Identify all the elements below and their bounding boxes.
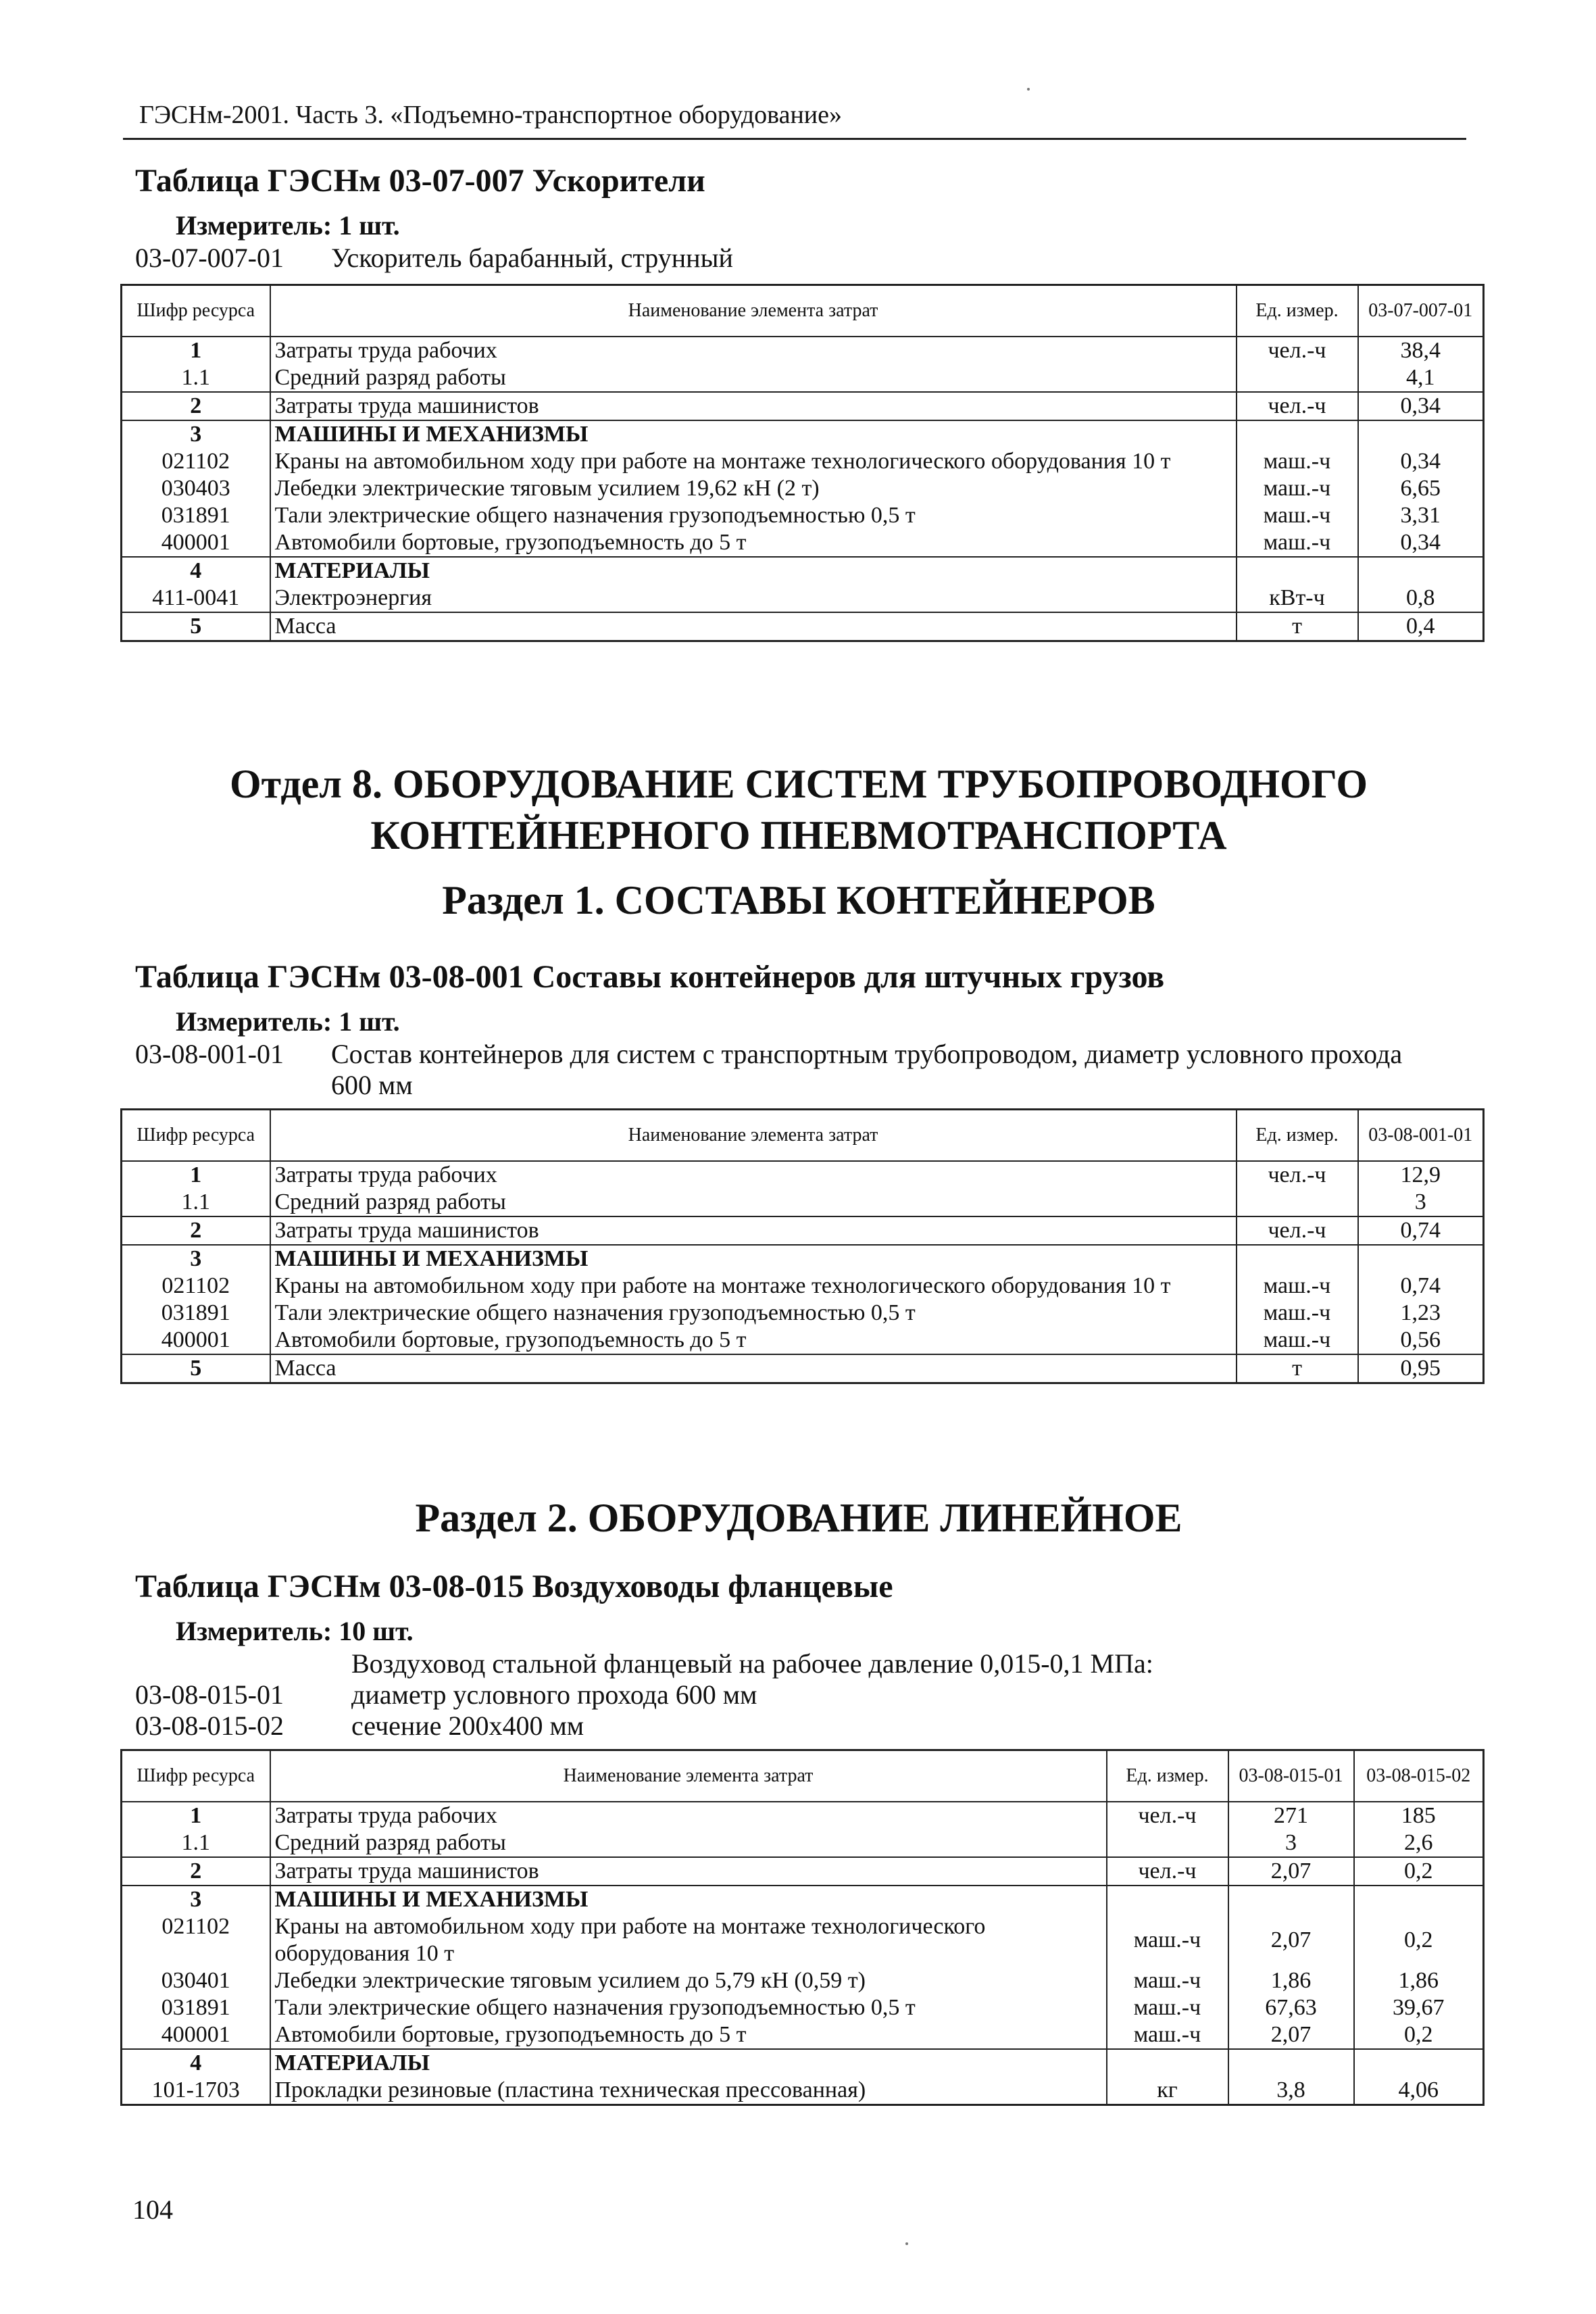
table-cell: МАТЕРИАЛЫ	[270, 557, 1237, 585]
norm-description: диаметр условного прохода 600 мм	[351, 1679, 757, 1710]
table-cell: 2	[122, 1857, 270, 1886]
meter-label: Измеритель: 1 шт.	[176, 1006, 400, 1037]
table-cell: 2,6	[1354, 1829, 1484, 1857]
table-cell: маш.-ч	[1237, 1300, 1358, 1327]
table-cell: 67,63	[1228, 1994, 1354, 2021]
table-cell: 38,4	[1358, 337, 1484, 364]
table-cell: 411-0041	[122, 585, 270, 612]
col-header-name: Наименование элемента затрат	[270, 1750, 1107, 1802]
scan-speck	[1027, 88, 1030, 91]
table-cell: МАТЕРИАЛЫ	[270, 2049, 1107, 2077]
table-cell: 101-1703	[122, 2077, 270, 2105]
table-cell: 2,07	[1228, 1913, 1354, 1967]
table-row	[122, 1216, 1484, 1245]
table-cell: 021102	[122, 448, 270, 475]
table-cell: 1	[122, 337, 270, 364]
table-row	[122, 557, 1484, 585]
table-cell: Тали электрические общего назначения грузоподъемностью 0,5 т	[270, 1994, 1107, 2021]
table-cell: 12,9	[1358, 1161, 1484, 1189]
table-cell: 6,65	[1358, 475, 1484, 502]
table-cell: т	[1237, 1354, 1358, 1383]
norm-description: сечение 200х400 мм	[351, 1710, 584, 1741]
norm-table	[120, 284, 1485, 642]
table-cell: 1	[122, 1802, 270, 1829]
table-cell: маш.-ч	[1237, 1327, 1358, 1354]
norm-description-cont: 600 мм	[331, 1070, 413, 1100]
table-cell: 2,07	[1228, 2021, 1354, 2049]
table-row	[122, 529, 1484, 557]
table-row	[122, 1967, 1484, 1994]
table-cell: 0,2	[1354, 2021, 1484, 2049]
table-cell: чел.-ч	[1107, 1802, 1228, 1829]
table-cell: 0,2	[1354, 1857, 1484, 1886]
table-title: Таблица ГЭСНм 03-08-001 Составы контейнеров для штучных грузов	[135, 959, 1165, 995]
norm-code: 03-08-015-02	[135, 1710, 284, 1741]
table-cell: 021102	[122, 1913, 270, 1967]
norm-code: 03-08-001-01	[135, 1039, 284, 1069]
table-cell: Затраты труда рабочих	[270, 1161, 1237, 1189]
table-cell: 3	[122, 420, 270, 448]
col-header-value-2: 03-08-015-02	[1354, 1750, 1484, 1802]
table-cell: 0,74	[1358, 1273, 1484, 1300]
table-cell: Средний разряд работы	[270, 1189, 1237, 1216]
table-cell: Затраты труда машинистов	[270, 1216, 1237, 1245]
table-cell: чел.-ч	[1237, 1161, 1358, 1189]
table-cell: Краны на автомобильном ходу при работе на монтаже технологического оборудования 10 т	[270, 1273, 1237, 1300]
table-cell: 030403	[122, 475, 270, 502]
table-cell: Автомобили бортовые, грузоподъемность до 5 т	[270, 1327, 1237, 1354]
table-row	[122, 1300, 1484, 1327]
table-cell	[1358, 1245, 1484, 1273]
norm-intro: Воздуховод стальной фланцевый на рабочее давление 0,015-0,1 МПа:	[351, 1648, 1153, 1679]
table-cell: 5	[122, 612, 270, 641]
table-cell	[1107, 1829, 1228, 1857]
table-cell: 021102	[122, 1273, 270, 1300]
table-cell: 5	[122, 1354, 270, 1383]
table-cell: 400001	[122, 529, 270, 557]
table-row	[122, 2049, 1484, 2077]
section-title: Раздел 1. СОСТАВЫ КОНТЕЙНЕРОВ	[442, 878, 1155, 922]
table-cell	[1228, 1886, 1354, 1913]
table-cell	[1358, 557, 1484, 585]
table-cell	[1237, 557, 1358, 585]
table-cell: маш.-ч	[1107, 1994, 1228, 2021]
table-cell: 1	[122, 1161, 270, 1189]
table-cell: Прокладки резиновые (пластина техническая прессованная)	[270, 2077, 1107, 2105]
col-header-unit: Ед. измер.	[1237, 1110, 1358, 1161]
table-cell: чел.-ч	[1237, 392, 1358, 420]
table-cell: 2,07	[1228, 1857, 1354, 1886]
table-cell: Масса	[270, 612, 1237, 641]
table-cell: маш.-ч	[1237, 475, 1358, 502]
table-cell: 3,8	[1228, 2077, 1354, 2105]
table-cell: чел.-ч	[1107, 1857, 1228, 1886]
table-cell: 031891	[122, 1994, 270, 2021]
table-cell: Краны на автомобильном ходу при работе на монтаже технологического оборудования 10 т	[270, 1913, 1107, 1967]
table-cell: маш.-ч	[1107, 1913, 1228, 1967]
table-row	[122, 1189, 1484, 1216]
table-title: Таблица ГЭСНм 03-07-007 Ускорители	[135, 163, 705, 199]
table-cell: кВт-ч	[1237, 585, 1358, 612]
table-cell	[1354, 1886, 1484, 1913]
table-cell: маш.-ч	[1107, 1967, 1228, 1994]
table-cell: т	[1237, 612, 1358, 641]
table-cell: маш.-ч	[1237, 448, 1358, 475]
table-cell: 3	[1358, 1189, 1484, 1216]
table-cell	[1237, 420, 1358, 448]
table-cell: Электроэнергия	[270, 585, 1237, 612]
table-row	[122, 392, 1484, 420]
table-cell: МАШИНЫ И МЕХАНИЗМЫ	[270, 1245, 1237, 1273]
table-row	[122, 337, 1484, 364]
table-cell: 0,34	[1358, 529, 1484, 557]
table-row	[122, 475, 1484, 502]
table-cell: 031891	[122, 502, 270, 529]
table-row	[122, 1913, 1484, 1967]
table-cell: 031891	[122, 1300, 270, 1327]
table-cell: Затраты труда машинистов	[270, 1857, 1107, 1886]
table-cell: 2	[122, 392, 270, 420]
table-cell: 1.1	[122, 364, 270, 392]
norm-table	[120, 1108, 1485, 1384]
table-cell: 400001	[122, 1327, 270, 1354]
meter-label: Измеритель: 10 шт.	[176, 1616, 414, 1646]
table-cell: 4	[122, 557, 270, 585]
table-cell: 0,2	[1354, 1913, 1484, 1967]
norm-description: Состав контейнеров для систем с транспортным трубопроводом, диаметр условного прохода	[331, 1039, 1403, 1069]
norm-code: 03-08-015-01	[135, 1679, 284, 1710]
col-header-name: Наименование элемента затрат	[270, 285, 1237, 337]
table-cell	[1228, 2049, 1354, 2077]
table-cell	[1237, 1189, 1358, 1216]
table-cell: МАШИНЫ И МЕХАНИЗМЫ	[270, 420, 1237, 448]
table-cell: 4,1	[1358, 364, 1484, 392]
table-row	[122, 1354, 1484, 1383]
col-header-unit: Ед. измер.	[1107, 1750, 1228, 1802]
table-row	[122, 612, 1484, 641]
table-cell: маш.-ч	[1237, 529, 1358, 557]
col-header-unit: Ед. измер.	[1237, 285, 1358, 337]
table-row	[122, 1327, 1484, 1354]
norm-table	[120, 1749, 1485, 2106]
table-cell: 39,67	[1354, 1994, 1484, 2021]
table-row	[122, 420, 1484, 448]
division-title-line2: КОНТЕЙНЕРНОГО ПНЕВМОТРАНСПОРТА	[370, 813, 1227, 858]
table-cell: МАШИНЫ И МЕХАНИЗМЫ	[270, 1886, 1107, 1913]
table-cell: 2	[122, 1216, 270, 1245]
table-cell: кг	[1107, 2077, 1228, 2105]
table-cell: Автомобили бортовые, грузоподъемность до 5 т	[270, 529, 1237, 557]
table-cell: чел.-ч	[1237, 1216, 1358, 1245]
table-cell: 030401	[122, 1967, 270, 1994]
col-header-value-1: 03-08-015-01	[1228, 1750, 1354, 1802]
table-cell	[1237, 364, 1358, 392]
table-cell: маш.-ч	[1237, 502, 1358, 529]
table-cell: маш.-ч	[1107, 2021, 1228, 2049]
table-row	[122, 448, 1484, 475]
table-cell: 0,34	[1358, 392, 1484, 420]
scan-speck	[905, 2242, 908, 2245]
table-row	[122, 1886, 1484, 1913]
section-title: Раздел 2. ОБОРУДОВАНИЕ ЛИНЕЙНОЕ	[415, 1496, 1182, 1540]
norm-code: 03-07-007-01	[135, 243, 284, 273]
table-row	[122, 1994, 1484, 2021]
header-rule	[123, 138, 1466, 140]
norm-description: Ускоритель барабанный, струнный	[331, 243, 733, 273]
table-cell: 0,56	[1358, 1327, 1484, 1354]
table-row	[122, 2077, 1484, 2105]
table-cell	[1237, 1245, 1358, 1273]
table-cell: Краны на автомобильном ходу при работе на монтаже технологического оборудования 10 т	[270, 448, 1237, 475]
table-cell: 1,23	[1358, 1300, 1484, 1327]
table-row	[122, 502, 1484, 529]
table-cell: 1.1	[122, 1189, 270, 1216]
table-cell: 400001	[122, 2021, 270, 2049]
table-cell: 3,31	[1358, 502, 1484, 529]
col-header-name: Наименование элемента затрат	[270, 1110, 1237, 1161]
table-cell	[1107, 1886, 1228, 1913]
table-cell: Затраты труда рабочих	[270, 1802, 1107, 1829]
col-header-value: 03-08-001-01	[1358, 1110, 1484, 1161]
table-cell: 1,86	[1228, 1967, 1354, 1994]
table-cell: 271	[1228, 1802, 1354, 1829]
table-cell: Затраты труда рабочих	[270, 337, 1237, 364]
table-cell: 4	[122, 2049, 270, 2077]
table-cell: 0,8	[1358, 585, 1484, 612]
table-cell: 1,86	[1354, 1967, 1484, 1994]
table-cell: 4,06	[1354, 2077, 1484, 2105]
table-row	[122, 585, 1484, 612]
table-title: Таблица ГЭСНм 03-08-015 Воздуховоды фланцевые	[135, 1569, 893, 1604]
table-cell: Средний разряд работы	[270, 364, 1237, 392]
table-cell: 3	[1228, 1829, 1354, 1857]
table-cell: Средний разряд работы	[270, 1829, 1107, 1857]
table-cell: Тали электрические общего назначения грузоподъемностью 0,5 т	[270, 1300, 1237, 1327]
col-header-code: Шифр ресурса	[122, 285, 270, 337]
table-cell: Автомобили бортовые, грузоподъемность до 5 т	[270, 2021, 1107, 2049]
division-title	[123, 758, 1474, 861]
table-row	[122, 1273, 1484, 1300]
table-cell: 3	[122, 1245, 270, 1273]
running-header: ГЭСНм-2001. Часть 3. «Подъемно-транспортное оборудование»	[139, 101, 843, 129]
table-cell: Лебедки электрические тяговым усилием до 5,79 кН (0,59 т)	[270, 1967, 1107, 1994]
table-row	[122, 364, 1484, 392]
table-cell: 3	[122, 1886, 270, 1913]
col-header-value: 03-07-007-01	[1358, 285, 1484, 337]
table-cell: 0,95	[1358, 1354, 1484, 1383]
division-title-line1: Отдел 8. ОБОРУДОВАНИЕ СИСТЕМ ТРУБОПРОВОДНОГО	[229, 762, 1368, 806]
table-cell: чел.-ч	[1237, 337, 1358, 364]
table-cell: 0,4	[1358, 612, 1484, 641]
table-cell	[1358, 420, 1484, 448]
table-cell	[1107, 2049, 1228, 2077]
table-cell: 1.1	[122, 1829, 270, 1857]
table-cell: Тали электрические общего назначения грузоподъемностью 0,5 т	[270, 502, 1237, 529]
table-cell: маш.-ч	[1237, 1273, 1358, 1300]
table-row	[122, 1245, 1484, 1273]
table-cell	[1354, 2049, 1484, 2077]
table-cell: 185	[1354, 1802, 1484, 1829]
table-row	[122, 1829, 1484, 1857]
table-row	[122, 2021, 1484, 2049]
meter-label: Измеритель: 1 шт.	[176, 210, 400, 241]
table-cell: 0,74	[1358, 1216, 1484, 1245]
page-number: 104	[132, 2194, 173, 2225]
table-cell: Масса	[270, 1354, 1237, 1383]
table-row	[122, 1802, 1484, 1829]
table-row	[122, 1857, 1484, 1886]
table-cell: Лебедки электрические тяговым усилием 19,62 кН (2 т)	[270, 475, 1237, 502]
table-row	[122, 1161, 1484, 1189]
table-cell: Затраты труда машинистов	[270, 392, 1237, 420]
col-header-code: Шифр ресурса	[122, 1110, 270, 1161]
table-cell: 0,34	[1358, 448, 1484, 475]
col-header-code: Шифр ресурса	[122, 1750, 270, 1802]
